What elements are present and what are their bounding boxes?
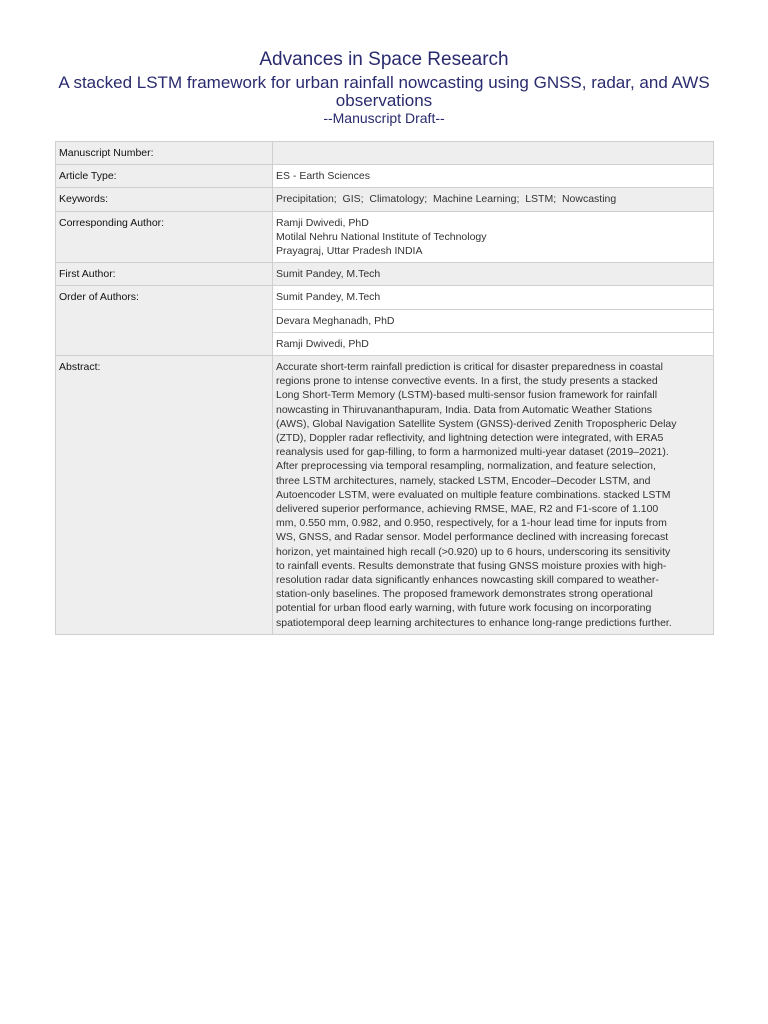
abstract-line: resolution radar data significantly enhances nowcasting skill compared to weather- (276, 574, 659, 587)
row-abstract (56, 356, 714, 635)
author-entry: Devara Meghanadh, PhD (273, 309, 714, 332)
first-author-label: First Author: (56, 263, 273, 286)
abstract-line: Long Short-Term Memory (LSTM)-based multi-sensor fusion framework for rainfall (276, 389, 658, 402)
article-type-label: Article Type: (56, 165, 273, 188)
row-manuscript-number (56, 142, 714, 165)
row-first-author (56, 263, 714, 286)
abstract-text (273, 356, 714, 635)
author-entry: Sumit Pandey, M.Tech (273, 286, 714, 309)
abstract-line: horizon, yet maintained high recall (>0.920) up to 6 hours, underscoring its sensitivity (276, 545, 671, 558)
order-of-authors-label: Order of Authors: (56, 286, 273, 356)
corresponding-author-label: Corresponding Author: (56, 211, 273, 263)
abstract-line: spatiotemporal deep learning architectures to enhance long-range predictions further. (276, 616, 672, 629)
corresponding-author-institution: Motilal Nehru National Institute of Technology (276, 230, 487, 243)
abstract-line: station-only baselines. The proposed framework demonstrates strong operational (276, 588, 653, 601)
corresponding-author-value (273, 211, 714, 263)
abstract-line: regions prone to intense convective events. In a first, the study presents a stacked (276, 375, 658, 388)
abstract-line: potential for urban flood early warning, with future work focusing on incorporating (276, 602, 652, 615)
first-author-value: Sumit Pandey, M.Tech (273, 263, 714, 286)
article-title: A stacked LSTM framework for urban rainfall nowcasting using GNSS, radar, and AWS observations (58, 73, 710, 110)
abstract-line: to rainfall events. Results demonstrate that fusing GNSS moisture proxies with high- (276, 559, 667, 572)
row-keywords (56, 188, 714, 211)
journal-title: Advances in Space Research (259, 49, 509, 70)
row-order-of-authors (56, 286, 714, 309)
abstract-line: three LSTM architectures, namely, stacked LSTM, Encoder–Decoder LSTM, and (276, 474, 651, 487)
keywords-value: Precipitation; GIS; Climatology; Machine Learning; LSTM; Nowcasting (273, 188, 714, 211)
abstract-line: nowcasting in Thiruvananthapuram, India. Data from Automatic Weather Stations (276, 403, 653, 416)
manuscript-header (0, 48, 768, 126)
abstract-line: delivered superior performance, achieving RMSE, MAE, R2 and F1-score of 1.100 (276, 503, 659, 516)
manuscript-number-label: Manuscript Number: (56, 142, 273, 165)
corresponding-author-location: Prayagraj, Uttar Pradesh INDIA (276, 245, 423, 258)
abstract-line: mm, 0.550 mm, 0.982, and 0.950, respectively, for a 1-hour lead time for inputs from (276, 517, 667, 530)
article-type-value: ES - Earth Sciences (273, 165, 714, 188)
keywords-label: Keywords: (56, 188, 273, 211)
abstract-line: Accurate short-term rainfall prediction is critical for disaster preparedness in coastal (276, 361, 663, 374)
manuscript-number-value (273, 142, 714, 165)
abstract-label: Abstract: (56, 356, 273, 635)
manuscript-metadata-table (55, 141, 714, 635)
abstract-line: After preprocessing via temporal resampling, normalization, and feature selection, (276, 460, 656, 473)
draft-label: --Manuscript Draft-- (323, 110, 445, 126)
abstract-line: reanalysis used for gap-filling, to form a harmonized multi-year dataset (2019–2021). (276, 446, 669, 459)
author-entry: Ramji Dwivedi, PhD (273, 332, 714, 355)
abstract-line: (ZTD), Doppler radar reflectivity, and lightning detection were integrated, with ERA5 (276, 432, 664, 445)
row-article-type (56, 165, 714, 188)
abstract-line: (AWS), Global Navigation Satellite System (GNSS)-derived Zenith Tropospheric Delay (276, 417, 677, 430)
abstract-line: Autoencoder LSTM, were evaluated on multiple feature combinations. stacked LSTM (276, 488, 671, 501)
corresponding-author-name: Ramji Dwivedi, PhD (276, 216, 369, 229)
row-corresponding-author (56, 211, 714, 263)
abstract-line: WS, GNSS, and Radar sensor. Model performance declined with increasing forecast (276, 531, 669, 544)
